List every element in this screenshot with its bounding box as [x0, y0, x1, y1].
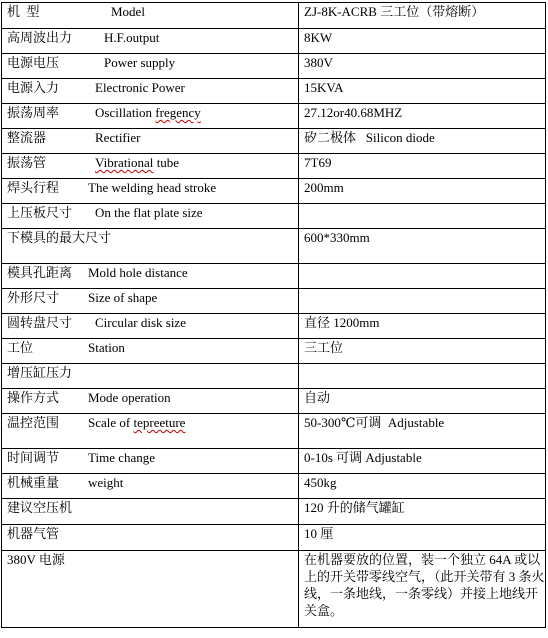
label-zh: 机器气管	[7, 526, 60, 541]
label-en: tube	[153, 155, 180, 170]
label-cell	[2, 29, 299, 54]
value-cell-wiring-note: 在机器要放的位置，装一个独立 64A 或以上的开关带零线空气，（此开关带有 3 条火线，一条地线，一条零线）并接上地线开关盒。	[299, 551, 546, 628]
label-en: weight	[88, 475, 124, 490]
label-en: Station	[88, 340, 125, 355]
label-zh: 温控范围	[7, 415, 60, 430]
value-cell: 15KVA	[299, 79, 546, 104]
label-en: Electronic Power	[95, 80, 185, 95]
value-cell	[299, 264, 546, 289]
label-en: Mold hole distance	[88, 265, 188, 280]
value-cell: 27.12or40.68MHZ	[299, 104, 546, 129]
value-cell: 8KW	[299, 29, 546, 54]
table-row	[2, 264, 546, 289]
label-cell	[2, 154, 299, 179]
table-row	[2, 389, 546, 414]
label-zh: 电源电压	[7, 55, 60, 70]
value-cell: 120 升的储气罐缸	[299, 499, 546, 525]
table-row	[2, 364, 546, 389]
value-cell: 380V	[299, 54, 546, 79]
label-en: Oscillation	[95, 105, 156, 120]
label-zh: 电源入力	[7, 80, 60, 95]
label-en: Rectifier	[95, 130, 141, 145]
label-cell	[2, 289, 299, 314]
label-en: Size of shape	[88, 290, 158, 305]
value-cell: 200mm	[299, 179, 546, 204]
value-cell	[299, 204, 546, 229]
table-row	[2, 54, 546, 79]
table-row	[2, 314, 546, 339]
table-row	[2, 474, 546, 499]
label-cell	[2, 79, 299, 104]
value-cell: 600*330mm	[299, 229, 546, 264]
table-row	[2, 3, 546, 29]
value-cell: ZJ-8K-ACRB 三工位（带熔断）	[299, 3, 546, 29]
label-cell	[2, 389, 299, 414]
label-cell	[2, 104, 299, 129]
label-en: Model	[111, 4, 145, 19]
label-en-misspelled: fregency	[155, 105, 201, 120]
value-cell: 7T69	[299, 154, 546, 179]
table-row	[2, 229, 546, 264]
label-zh: 增压缸压力	[7, 365, 73, 380]
label-zh: 操作方式	[7, 390, 60, 405]
label-cell	[2, 54, 299, 79]
label-cell	[2, 229, 299, 264]
label-cell	[2, 551, 299, 628]
label-cell	[2, 339, 299, 364]
value-cell: 10 厘	[299, 525, 546, 551]
value-cell: 三工位	[299, 339, 546, 364]
value-cell: 0-10s 可调 Adjustable	[299, 449, 546, 474]
label-cell	[2, 525, 299, 551]
label-zh: 整流器	[7, 130, 47, 145]
label-zh: 高周波出力	[7, 30, 73, 45]
value-cell	[299, 364, 546, 389]
value-cell	[299, 289, 546, 314]
table-row	[2, 414, 546, 449]
label-en: Mode operation	[88, 390, 171, 405]
label-zh: 机 型	[7, 4, 40, 19]
label-zh: 上压板尺寸	[7, 205, 73, 220]
table-row	[2, 29, 546, 54]
label-zh: 下模具的最大尺寸	[7, 230, 112, 245]
label-en: The welding head stroke	[88, 180, 217, 195]
label-zh: 外形尺寸	[7, 290, 60, 305]
value-cell: 50-300℃可调 Adjustable	[299, 414, 546, 449]
label-en-misspelled: tepreeture	[133, 415, 186, 430]
label-en: Power supply	[104, 55, 176, 70]
table-row	[2, 525, 546, 551]
table-row	[2, 499, 546, 525]
value-cell: 直径 1200mm	[299, 314, 546, 339]
label-en: Scale of	[88, 415, 134, 430]
label-cell	[2, 414, 299, 449]
label-cell	[2, 204, 299, 229]
label-zh: 焊头行程	[7, 180, 60, 195]
spec-table	[1, 2, 546, 628]
label-cell	[2, 449, 299, 474]
label-cell	[2, 364, 299, 389]
label-cell	[2, 264, 299, 289]
table-row	[2, 129, 546, 154]
value-cell: 450kg	[299, 474, 546, 499]
value-cell: 自动	[299, 389, 546, 414]
label-cell	[2, 129, 299, 154]
table-row	[2, 551, 546, 628]
label-zh: 模具孔距离	[7, 265, 73, 280]
label-en: Time change	[88, 450, 156, 465]
label-zh: 振荡周率	[7, 105, 60, 120]
label-zh: 圆转盘尺寸	[7, 315, 73, 330]
label-en: H.F.output	[104, 30, 160, 45]
label-zh: 380V 电源	[7, 552, 65, 567]
label-cell	[2, 314, 299, 339]
label-zh: 机械重量	[7, 475, 60, 490]
label-zh: 时间调节	[7, 450, 60, 465]
value-cell: 矽二极体 Silicon diode	[299, 129, 546, 154]
label-zh: 振荡管	[7, 155, 47, 170]
table-row	[2, 104, 546, 129]
table-row	[2, 449, 546, 474]
label-cell	[2, 474, 299, 499]
label-en: Circular disk size	[95, 315, 186, 330]
table-row	[2, 339, 546, 364]
table-row	[2, 179, 546, 204]
label-en: On the flat plate size	[95, 205, 203, 220]
label-cell	[2, 499, 299, 525]
label-cell	[2, 179, 299, 204]
table-row	[2, 204, 546, 229]
label-zh: 工位	[7, 340, 34, 355]
label-zh: 建议空压机	[7, 500, 73, 515]
label-cell	[2, 3, 299, 29]
table-row	[2, 154, 546, 179]
table-row	[2, 289, 546, 314]
label-en-misspelled: Vibrational	[95, 155, 154, 170]
table-row	[2, 79, 546, 104]
